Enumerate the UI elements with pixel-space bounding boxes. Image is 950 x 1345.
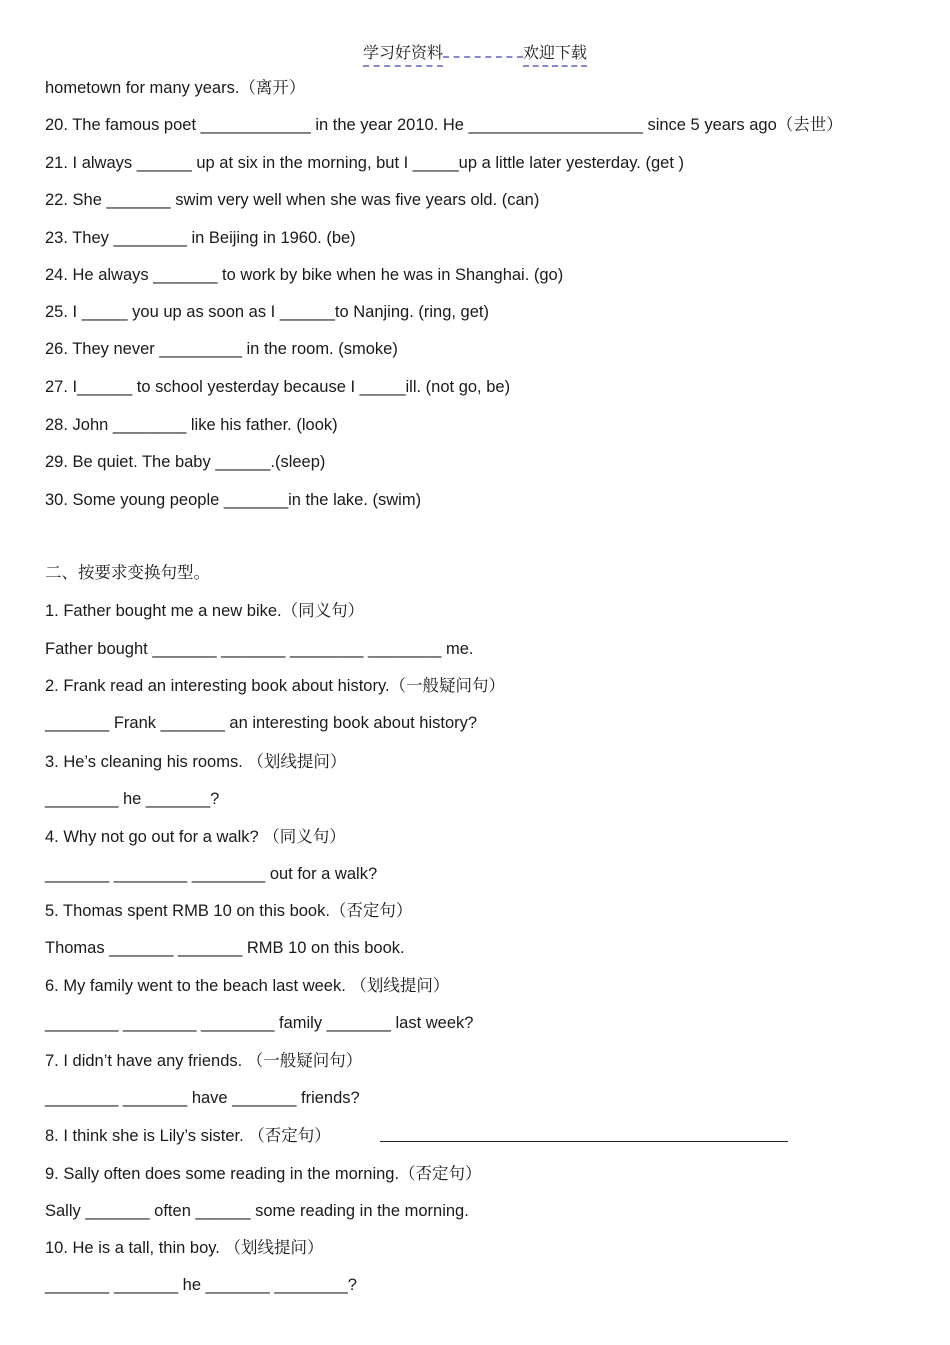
answer-rule [380, 1141, 788, 1142]
exercise-line: 10. He is a tall, thin boy. （划线提问） [45, 1239, 324, 1257]
exercise-line: 2. Frank read an interesting book about history.（一般疑问句） [45, 677, 506, 695]
answer-line: _______ _______ he _______ ________? [45, 1276, 357, 1294]
exercise-line: 30. Some young people _______in the lake. (swim) [45, 491, 422, 509]
exercise-line: 26. They never _________ in the room. (smoke) [45, 340, 398, 358]
exercise-line: 6. My family went to the beach last week. （划线提问） [45, 977, 450, 995]
page-header [0, 40, 950, 67]
exercise-line: 7. I didn’t have any friends. （一般疑问句） [45, 1052, 363, 1070]
header-left-text: 学习好资料 [363, 40, 443, 67]
exercise-line: hometown for many years.（离开） [45, 79, 306, 97]
exercise-line: 21. I always ______ up at six in the morning, but I _____up a little later yesterday. (get ) [45, 154, 684, 172]
exercise-line: 24. He always _______ to work by bike when he was in Shanghai. (go) [45, 266, 564, 284]
header-right-text: 欢迎下载 [523, 40, 587, 67]
exercise-line: 1. Father bought me a new bike.（同义句） [45, 602, 365, 620]
answer-line: Thomas _______ _______ RMB 10 on this book. [45, 939, 405, 957]
section-heading: 二、按要求变换句型。 [45, 563, 210, 582]
exercise-line: 20. The famous poet ____________ in the year 2010. He ___________________ since 5 years ago（去世） [45, 116, 843, 134]
exercise-line: 27. I______ to school yesterday because I _____ill. (not go, be) [45, 378, 511, 396]
exercise-line: 5. Thomas spent RMB 10 on this book.（否定句） [45, 902, 413, 920]
exercise-line: 22. She _______ swim very well when she was five years old. (can) [45, 191, 540, 209]
answer-line: Father bought _______ _______ ________ ________ me. [45, 640, 474, 658]
exercise-line: 25. I _____ you up as soon as I ______to Nanjing. (ring, get) [45, 303, 489, 321]
exercise-line: 4. Why not go out for a walk? （同义句） [45, 828, 346, 846]
exercise-line: 28. John ________ like his father. (look) [45, 416, 338, 434]
answer-line: ________ _______ have _______ friends? [45, 1089, 360, 1107]
answer-line: Sally _______ often ______ some reading in the morning. [45, 1202, 469, 1220]
answer-line: _______ ________ ________ out for a walk? [45, 865, 378, 883]
answer-line: ________ ________ ________ family _______ last week? [45, 1014, 474, 1032]
header-divider [443, 53, 523, 58]
answer-line: _______ Frank _______ an interesting book about history? [45, 714, 478, 732]
answer-line: ________ he _______? [45, 790, 220, 808]
exercise-line: 3. He’s cleaning his rooms. （划线提问） [45, 753, 347, 771]
exercise-line: 29. Be quiet. The baby ______.(sleep) [45, 453, 326, 471]
exercise-line: 23. They ________ in Beijing in 1960. (be) [45, 229, 356, 247]
exercise-line: 9. Sally often does some reading in the morning.（否定句） [45, 1165, 482, 1183]
exercise-line: 8. I think she is Lily’s sister. （否定句） [45, 1127, 331, 1145]
